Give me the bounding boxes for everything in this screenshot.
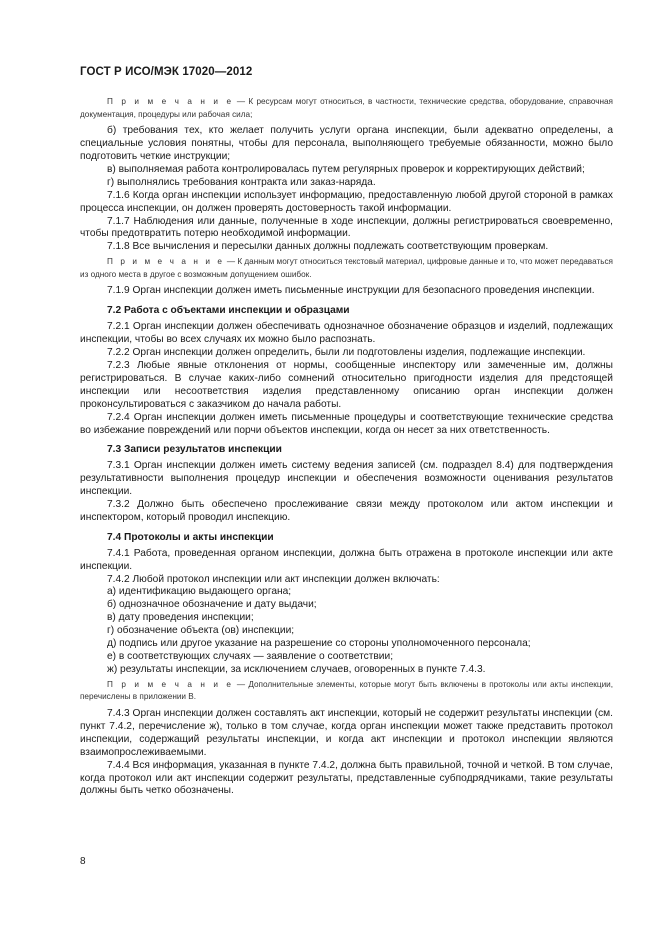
clause-7-4-1: 7.4.1 Работа, проведенная органом инспекции, должна быть отражена в протоколе инспекции или акте инспекции. xyxy=(80,547,613,572)
section-heading-7-4: 7.4 Протоколы и акты инспекции xyxy=(107,531,274,543)
page-content xyxy=(80,94,613,798)
list-item: в) дату проведения инспекции; xyxy=(107,612,254,624)
clause-7-2-4: 7.2.4 Орган инспекции должен иметь письменные процедуры и соответствующие технические средства во избежание повреждений или порчи объектов инспекции, когда он несет за них ответственность. xyxy=(80,411,613,436)
clause-7-1-6: 7.1.6 Когда орган инспекции использует информацию, предоставленную любой другой стороной в рамках процесса инспекции, он должен проверять достоверность такой информации. xyxy=(80,189,613,214)
clause-7-2-3: 7.2.3 Любые явные отклонения от нормы, сообщенные инспектору или замеченные им, должны регистрироваться. В случае каких-либо сомнений относительно пригодности изделия для предстоящей инспекции или несоответствия изделия представленному описанию орган инспекции должен проконсультироваться с заказчиком до начала работы. xyxy=(80,359,613,410)
list-item: г) обозначение объекта (ов) инспекции; xyxy=(107,625,295,637)
note-text: — К ресурсам могут относиться, в частности, технические средства, оборудование, справочная документация, процедуры или рабочая сила; xyxy=(80,97,613,119)
clause-7-2-2: 7.2.2 Орган инспекции должен определить, были ли подготовлены изделия, подлежащие инспекции. xyxy=(107,347,586,359)
section-heading-7-2: 7.2 Работа с объектами инспекции и образцами xyxy=(107,305,350,317)
clause-7-4-3: 7.4.3 Орган инспекции должен составлять акт инспекции, который не содержит результаты инспекции (см. пункт 7.4.2, перечисление ж), только в том случае, когда орган инспекции может также представить протокол инспекции, содержащий результаты инспекции, и когда акт инспекции и протокол инспекции являются взаимопрослеживаемыми. xyxy=(80,708,613,758)
paragraph: в) выполняемая работа контролировалась путем регулярных проверок и корректирующих действий; xyxy=(107,163,585,175)
list-item: а) идентификацию выдающего органа; xyxy=(107,586,292,598)
clause-7-1-7: 7.1.7 Наблюдения или данные, полученные в ходе инспекции, должны регистрироваться своевременно, чтобы предотвратить потерю необходимой информации. xyxy=(80,215,613,240)
note-resources xyxy=(80,96,613,121)
clause-7-1-9: 7.1.9 Орган инспекции должен иметь письменные инструкции для безопасного проведения инспекции. xyxy=(107,285,595,297)
clause-7-4-4: 7.4.4 Вся информация, указанная в пункте 7.4.2, должна быть правильной, точной и четкой. В том случае, когда протокол или акт инспекции содержит результаты, представленные субподрядчиками, такие результаты должны быть четко обозначены. xyxy=(80,759,613,797)
clause-7-3-2: 7.3.2 Должно быть обеспечено прослеживание связи между протоколом или актом инспекции и инспектором, который проводил инспекцию. xyxy=(80,499,613,523)
paragraph: г) выполнялись требования контракта или заказ-наряда. xyxy=(107,176,376,188)
section-heading-7-3: 7.3 Записи результатов инспекции xyxy=(107,444,282,456)
note-data xyxy=(80,256,613,281)
clause-7-2-1: 7.2.1 Орган инспекции должен обеспечивать однозначное обозначение образцов и изделий, подлежащих инспекции, чтобы во всех случаях их можно было распознать. xyxy=(80,321,613,346)
list-item: д) подпись или другое указание на разрешение со стороны уполномоченного персонала; xyxy=(107,638,531,650)
list-item: е) в соответствующих случаях — заявление о соответствии; xyxy=(107,651,394,662)
note-additional-elements xyxy=(80,679,613,704)
note-label: П р и м е ч а н и е xyxy=(107,97,234,106)
list-item: б) однозначное обозначение и дату выдачи; xyxy=(107,599,317,611)
standard-header: ГОСТ Р ИСО/МЭК 17020—2012 xyxy=(80,66,253,78)
page-number: 8 xyxy=(80,856,86,867)
note-label: П р и м е ч а н и е xyxy=(107,679,234,689)
clause-7-4-2: 7.4.2 Любой протокол инспекции или акт инспекции должен включать: xyxy=(107,573,440,585)
paragraph: б) требования тех, кто желает получить услуги органа инспекции, были адекватно определены, а специальные условия понятны, чтобы для персонала, выполняющего требуемые обязанности, можно было подготовить четкие инструкции; xyxy=(80,125,613,162)
note-text: — Дополнительные элементы, которые могут быть включены в протоколы или акты инспекции, перечислены в приложении В. xyxy=(80,679,613,702)
note-text: — К данным могут относиться текстовый материал, цифровые данные и то, что может передаваться из одного места в другое с возможным допущением ошибок. xyxy=(80,257,613,279)
clause-7-1-8: 7.1.8 Все вычисления и пересылки данных должны подлежать соответствующим проверкам. xyxy=(107,241,549,253)
note-label: П р и м е ч а н и е xyxy=(107,257,225,267)
clause-7-3-1: 7.3.1 Орган инспекции должен иметь систему ведения записей (см. подраздел 8.4) для подтверждения результативности выполнения процедур инспекции и обеспечения возможности оценивания результатов инспекции. xyxy=(80,460,613,498)
list-item: ж) результаты инспекции, за исключением случаев, оговоренных в пункте 7.4.3. xyxy=(107,663,486,675)
